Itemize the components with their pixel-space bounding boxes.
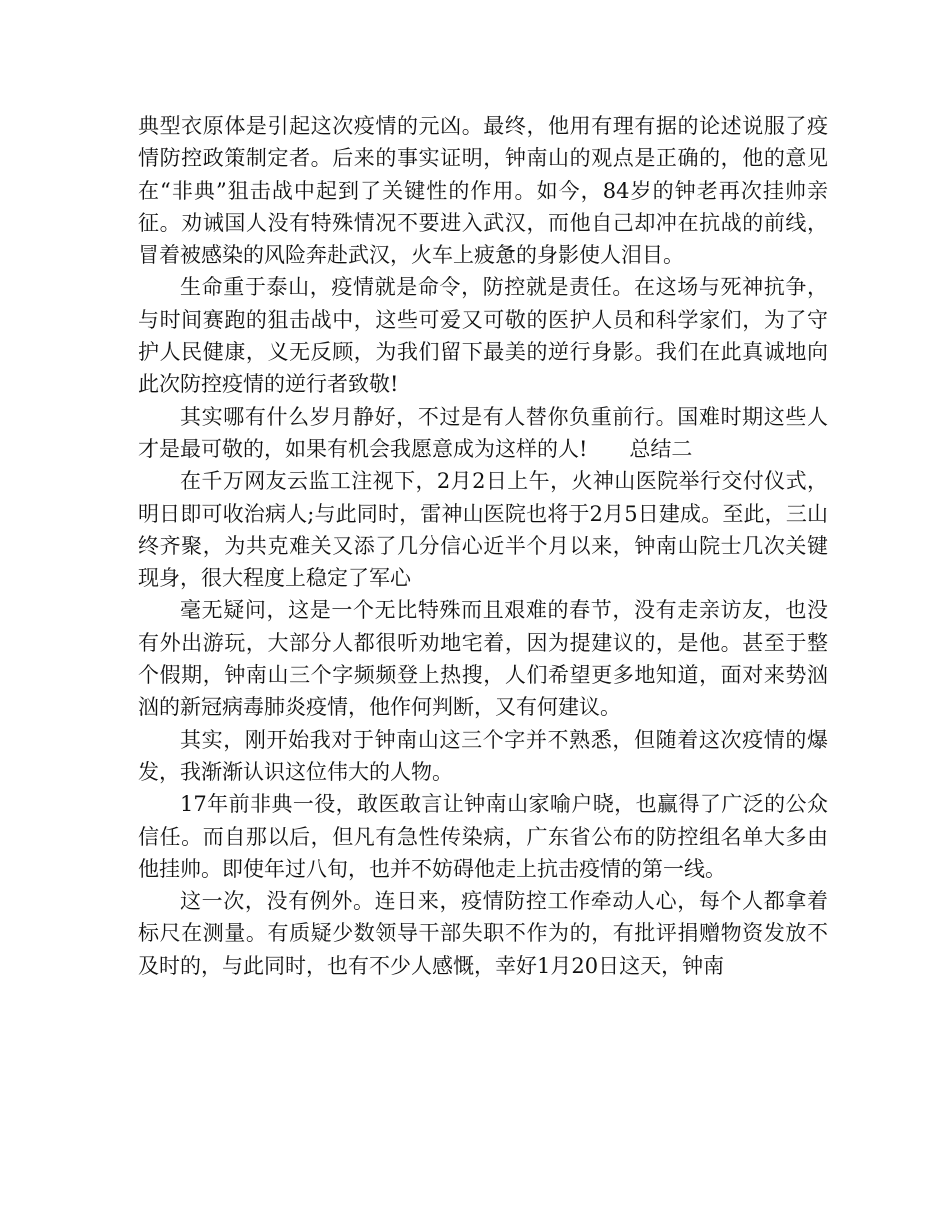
paragraph-1: 典型衣原体是引起这次疫情的元凶。最终，他用有理有据的论述说服了疫情防控政策制定者。后来的事实证明，钟南山的观点是正确的，他的意见在“非典”狙击战中起到了关键性的作用。如今，84岁的钟老再次挂帅亲征。劝诫国人没有特殊情况不要进入武汉，而他自己却冲在抗战的前线，冒着被感染的风险奔赴武汉，火车上疲惫的身影使人泪目。 [138,114,828,268]
paragraph-4: 在千万网友云监工注视下，2月2日上午，火神山医院举行交付仪式，明日即可收治病人;与此同时，雷神山医院也将于2月5日建成。至此，三山终齐聚，为共克难关又添了几分信心近半个月以来，钟南山院士几次关键现身，很大程度上稳定了军心 [138,469,828,591]
paragraph-6: 其实，刚开始我对于钟南山这三个字并不熟悉，但随着这次疫情的爆发，我渐渐认识这位伟大的人物。 [138,727,828,784]
document-body [138,110,828,982]
paragraph-3: 其实哪有什么岁月静好，不过是有人替你负重前行。国难时期这些人才是最可敬的，如果有机会我愿意成为这样的人! 总结二 [138,404,828,461]
paragraph-8: 这一次，没有例外。连日来，疫情防控工作牵动人心，每个人都拿着标尺在测量。有质疑少数领导干部失职不作为的，有批评捐赠物资发放不及时的，与此同时，也有不少人感慨，幸好1月20日这天，钟南 [138,889,828,978]
paragraph-5: 毫无疑问，这是一个无比特殊而且艰难的春节，没有走亲访友，也没有外出游玩，大部分人都很听劝地宅着，因为提建议的，是他。甚至于整个假期，钟南山三个字频频登上热搜，人们希望更多地知道，面对来势汹汹的新冠病毒肺炎疫情，他作何判断，又有何建议。 [138,598,828,720]
paragraph-2: 生命重于泰山，疫情就是命令，防控就是责任。在这场与死神抗争，与时间赛跑的狙击战中，这些可爱又可敬的医护人员和科学家们，为了守护人民健康，义无反顾，为我们留下最美的逆行身影。我们在此真诚地向此次防控疫情的逆行者致敬! [138,275,828,397]
paragraph-7: 17年前非典一役，敢医敢言让钟南山家喻户晓，也赢得了广泛的公众信任。而自那以后，但凡有急性传染病，广东省公布的防控组名单大多由他挂帅。即使年过八旬，也并不妨碍他走上抗击疫情的第一线。 [138,792,828,881]
